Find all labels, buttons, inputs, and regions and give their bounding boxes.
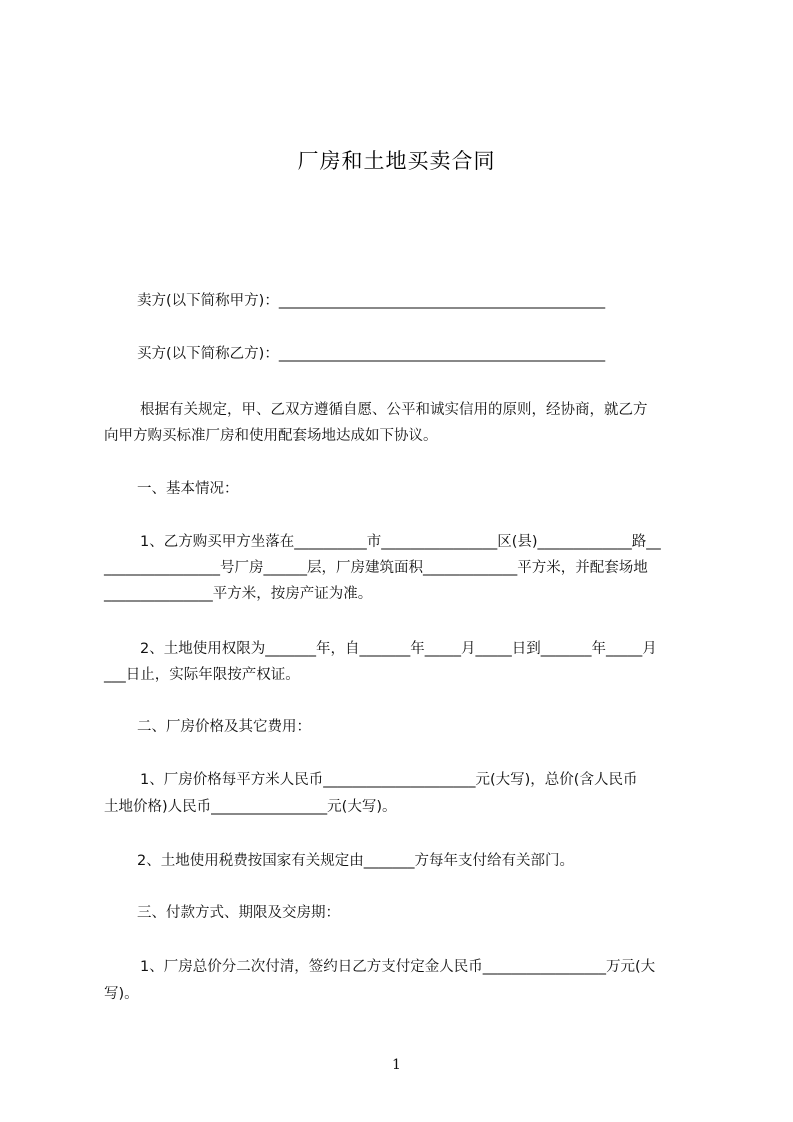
seller-line: 卖方(以下简称甲方)：_____________________________________________ — [137, 293, 606, 309]
page-number: 1 — [392, 1057, 401, 1073]
section-1-item-1-line-3: _______________平方米，按房产证为准。 — [104, 586, 373, 602]
section-2-item-1-line-1: 1、厂房价格每平方米人民币_____________________元(大写)，总价(含人民币 — [140, 772, 638, 788]
preamble-line-1: 根据有关规定，甲、乙双方遵循自愿、公平和诚实信用的原则，经协商，就乙方 — [140, 402, 648, 418]
section-1-item-2-line-1: 2、土地使用权限为_______年，自_______年_____月_____日到_______年_____月 — [140, 641, 657, 657]
section-2-item-2-line-1: 2、土地使用税费按国家有关规定由_______方每年支付给有关部门。 — [137, 853, 574, 869]
buyer-line: 买方(以下简称乙方)：_____________________________________________ — [137, 346, 606, 362]
section-3-heading: 三、付款方式、期限及交房期： — [137, 905, 340, 921]
section-3-item-1-line-2: 写)。 — [104, 986, 139, 1002]
section-1-item-1-line-2: ________________号厂房______层，厂房建筑面积_____________平方米，并配套场地 — [104, 560, 648, 576]
section-1-item-1-line-1: 1、乙方购买甲方坐落在__________市________________区(县)_____________路__ — [140, 534, 661, 550]
document-title: 厂房和土地买卖合同 — [297, 149, 496, 173]
section-3-item-1-line-1: 1、厂房总价分二次付清，签约日乙方支付定金人民币_________________万元(大 — [140, 959, 656, 975]
section-2-heading: 二、厂房价格及其它费用： — [137, 719, 311, 735]
preamble-line-2: 向甲方购买标准厂房和使用配套场地达成如下协议。 — [104, 428, 438, 444]
section-1-item-2-line-2: ___日止，实际年限按产权证。 — [104, 667, 300, 683]
section-2-item-1-line-2: 土地价格)人民币________________元(大写)。 — [104, 799, 397, 815]
section-1-heading: 一、基本情况： — [137, 481, 239, 497]
